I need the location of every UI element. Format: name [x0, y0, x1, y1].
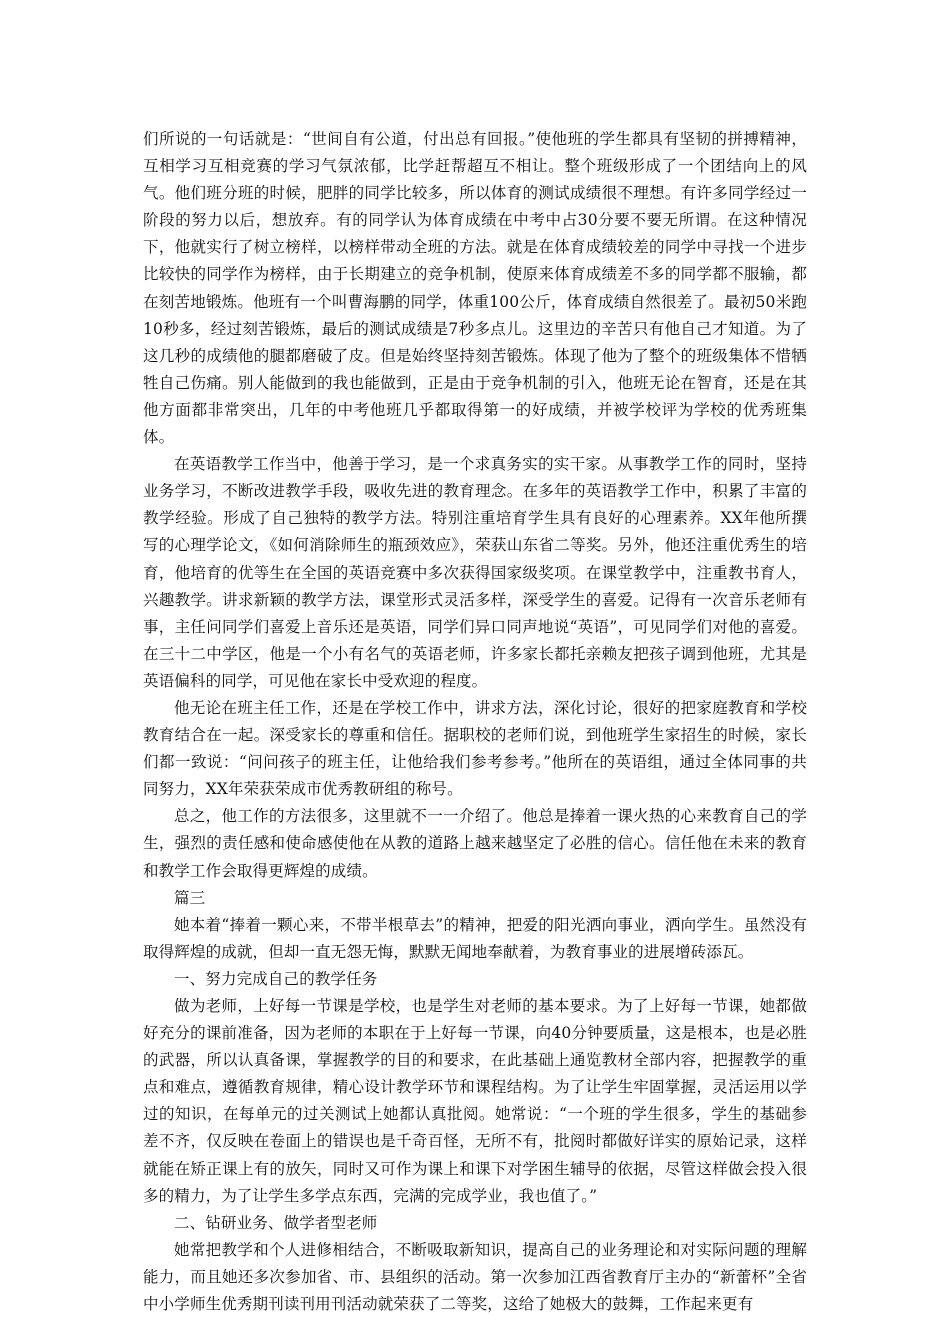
subheading-teaching-tasks: 一、努力完成自己的教学任务 — [174, 969, 378, 988]
subheading-scholar-teacher: 二、钻研业务、做学者型老师 — [174, 1213, 378, 1232]
paragraph-summary: 总之，他工作的方法很多，这里就不一一介绍了。他总是捧着一课火热的心来教育自己的学生，强烈的责任感和使命感使他在从教的道路上越来越坚定了必胜的信心。信任他在未来的教育和教学工作会取得更辉煌的成绩。 — [143, 807, 807, 880]
paragraph-intro-part-three: 她本着“捧着一颗心来，不带半根草去”的精神，把爱的阳光洒向事业，洒向学生。虽然没有取得辉煌的成就，但却一直无怨无悔，默默无闻地奉献着，为教育事业的进展增砖添瓦。 — [143, 915, 807, 961]
paragraph-class-sports: 们所说的一句话就是：“世间自有公道，付出总有回报。”使他班的学生都具有坚韧的拼搏精神，互相学习互相竞赛的学习气氛浓郁，比学赶帮超互不相让。整个班级形成了一个团结向上的风气。他们班分班的时候，肥胖的同学比较多，所以体育的测试成绩很不理想。有许多同学经过一阶段的努力以后，想放弃。有的同学认为体育成绩在中考中占30分要不要无所谓。在这种情况下，他就实行了树立榜样，以榜样带动全班的方法。就是在体育成绩较差的同学中寻找一个进步比较快的同学作为榜样，由于长期建立的竞争机制，使原来体育成绩差不多的同学都不服输，都在刻苦地锻炼。他班有一个叫曹海鹏的同学，体重100公斤，体育成绩自然很差了。最初50米跑10秒多，经过刻苦锻炼，最后的测试成绩是7秒多点儿。这里边的辛苦只有他自己才知道。为了这几秒的成绩他的腿都磨破了皮。但是始终坚持刻苦锻炼。体现了他为了整个的班级集体不惜牺牲自己伤痛。别人能做到的我也能做到，正是由于竞争机制的引入，他班无论在智育，还是在其他方面都非常突出，几年的中考他班几乎都取得第一的好成绩，并被学校评为学校的优秀班集体。 — [143, 130, 807, 447]
paragraph-teaching-tasks: 做为老师，上好每一节课是学校，也是学生对老师的基本要求。为了上好每一节课，她都做好充分的课前准备，因为老师的本职在于上好每一节课，向40分钟要质量，这是根本，也是必胜的武器，所以认真备课，掌握教学的目的和要求，在此基础上通览教材全部内容，把握教学的重点和难点，遵循教育规律，精心设计教学环节和课程结构。为了让学生牢固掌握，灵活运用以学过的知识，在每单元的过关测试上她都认真批阅。她常说：“一个班的学生很多，学生的基础参差不齐，仅反映在卷面上的错误也是千奇百怪，无所不有，批阅时都做好详实的原始记录，这样就能在矫正课上有的放矢，同时又可作为课上和课下对学困生辅导的依据，尽管这样做会投入很多的精力，为了让学生多学点东西，完满的完成学业，我也值了。” — [143, 997, 807, 1205]
document-body — [143, 126, 807, 1318]
section-heading-part-three: 篇三 — [174, 888, 206, 907]
paragraph-homeroom-work: 他无论在班主任工作，还是在学校工作中，讲求方法，深化讨论，很好的把家庭教育和学校教育结合在一起。深受家长的尊重和信任。据职校的老师们说，到他班学生家招生的时候，家长们都一致说：“问问孩子的班主任，让他给我们参考参考。”他所在的英语组，通过全体同事的共同努力，XX年荣获荣成市优秀教研组的称号。 — [143, 698, 807, 799]
paragraph-scholar-teacher: 她常把教学和个人进修相结合，不断吸取新知识，提高自己的业务理论和对实际问题的理解能力，而且她还多次参加省、市、县组织的活动。第一次参加江西省教育厅主办的“新蕾杯”全省中小学师生优秀期刊读刊用刊活动就荣获了二等奖，这给了她极大的鼓舞，工作起来更有 — [143, 1240, 807, 1314]
paragraph-english-teaching: 在英语教学工作当中，他善于学习，是一个求真务实的实干家。从事教学工作的同时，坚持业务学习，不断改进教学手段，吸收先进的教育理念。在多年的英语教学工作中，积累了丰富的教学经验。形成了自己独特的教学方法。特别注重培育学生具有良好的心理素养。XX年他所撰写的心理学论文，《如何消除师生的瓶颈效应》，荣获山东省二等奖。另外，他还注重优秀生的培育，他培育的优等生在全国的英语竞赛中多次获得国家级奖项。在课堂教学中，注重教书育人，兴趣教学。讲求新颖的教学方法，课堂形式灵活多样，深受学生的喜爱。记得有一次音乐老师有事，主任问同学们喜爱上音乐还是英语，同学们异口同声地说“英语”，可见同学们对他的喜爱。在三十二中学区，他是一个小有名气的英语老师，许多家长都托亲赖友把孩子调到他班，尤其是英语偏科的同学，可见他在家长中受欢迎的程度。 — [143, 455, 807, 690]
